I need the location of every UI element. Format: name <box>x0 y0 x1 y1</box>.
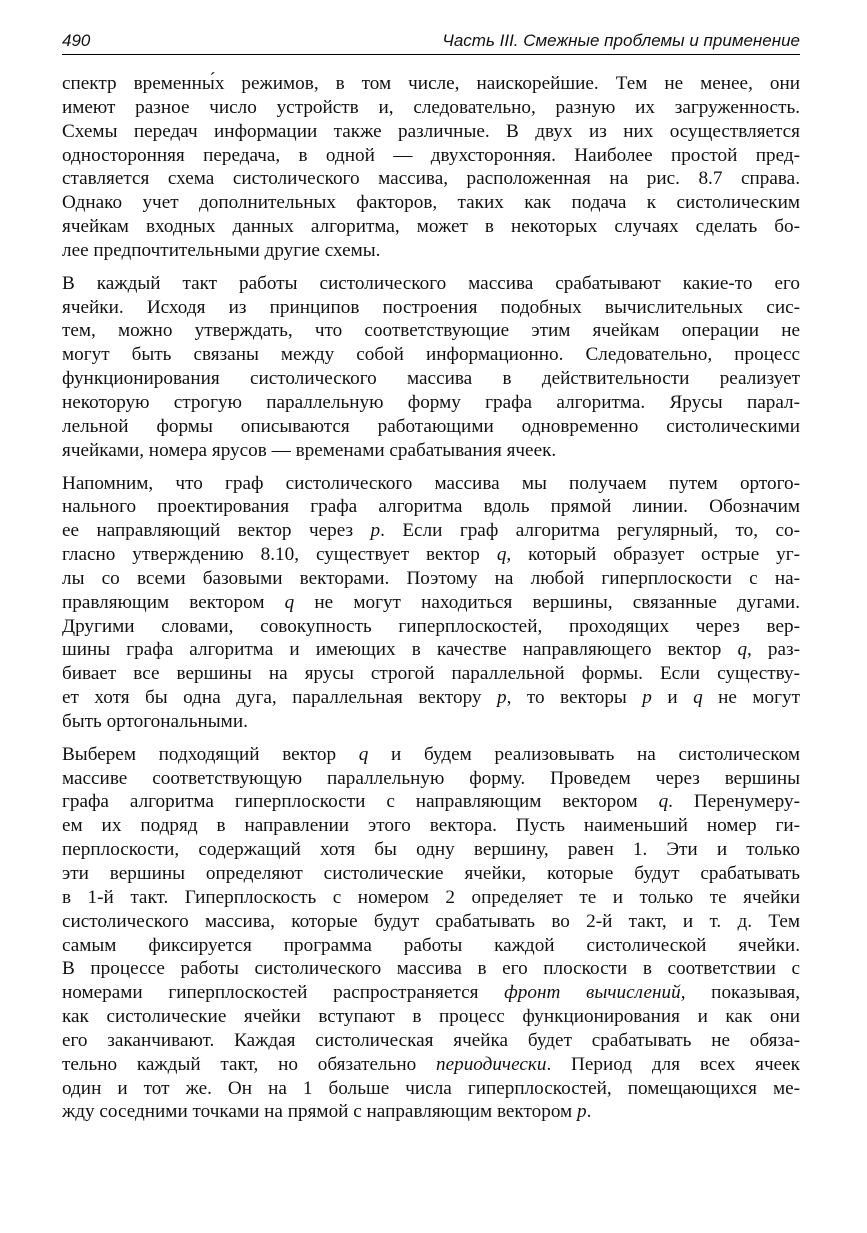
text-run: , показывая, <box>680 982 801 1004</box>
italic-term: q <box>693 687 703 709</box>
paragraph <box>62 743 800 1125</box>
text-line <box>62 72 800 96</box>
text-run: Напомним, что граф систолического массива мы получаем путем ортого- <box>62 472 800 494</box>
text-run: ячейки. Исходя из принципов построения подобных вычислительных сис- <box>62 296 800 318</box>
text-run: В процессе работы систолического массива в его плоскости в соответствии с <box>62 958 800 980</box>
text-run: не могут <box>702 687 800 709</box>
text-run: тем, можно утверждать, что соответствующие этим ячейкам операции не <box>62 320 800 342</box>
italic-term: p <box>497 687 507 709</box>
text-line <box>62 910 800 934</box>
text-run: ячейками, номера ярусов — временами срабатывания ячеек. <box>62 439 557 461</box>
text-line <box>62 638 800 662</box>
text-line <box>62 862 800 886</box>
text-line <box>62 838 800 862</box>
text-line <box>62 1100 800 1124</box>
chapter-title: Часть III. Смежные проблемы и применение <box>442 31 800 50</box>
text-run: спектр временны́х режимов, в том числе, наискорейшие. Тем не менее, они <box>62 73 800 94</box>
text-run: имеют разное число устройств и, следовательно, разную их загруженность. <box>62 96 800 118</box>
text-line <box>62 1029 800 1053</box>
text-run: нального проектирования графа алгоритма вдоль прямой линии. Обозначим <box>62 496 800 518</box>
text-run: как систолические ячейки вступают в процесс функционирования и как они <box>62 1006 800 1028</box>
text-run: ячейкам входных данных алгоритма, может в некоторых случаях сделать бо- <box>62 216 800 238</box>
text-line <box>62 391 800 415</box>
text-run: номерами гиперплоскостей распространяется <box>62 982 505 1004</box>
text-run: один и тот же. Он на 1 больше числа гиперплоскостей, помещающихся ме- <box>62 1077 800 1099</box>
text-run: гласно утверждению 8.10, существует вектор <box>62 544 497 566</box>
text-run: массиве соответствующую параллельную форму. Проведем через вершины <box>62 767 800 789</box>
text-line <box>62 710 800 734</box>
text-line <box>62 814 800 838</box>
text-run: лее предпочтительными другие схемы. <box>62 239 381 261</box>
body-text <box>62 72 800 1133</box>
text-run: бивает все вершины на ярусы строгой параллельной формы. Если существу- <box>62 663 800 685</box>
italic-term: q <box>284 591 295 613</box>
text-run: , то векторы <box>506 687 643 709</box>
text-line <box>62 215 800 239</box>
text-run: графа алгоритма гиперплоскости с направляющим вектором <box>62 791 659 813</box>
text-line <box>62 662 800 686</box>
text-line <box>62 519 800 543</box>
text-line <box>62 615 800 639</box>
italic-term: фронт вычислений <box>504 982 681 1004</box>
text-line <box>62 886 800 910</box>
text-run: . <box>586 1101 592 1123</box>
text-line <box>62 686 800 710</box>
text-run: некоторую строгую параллельную форму графа алгоритма. Ярусы парал- <box>62 391 800 413</box>
text-run: не могут находиться вершины, связанные дугами. <box>294 591 800 613</box>
text-run: . Период для всех ячеек <box>546 1053 800 1075</box>
text-line <box>62 957 800 981</box>
italic-term: периодически <box>435 1053 547 1075</box>
text-run: шины графа алгоритма и имеющих в качестве направляющего вектор <box>62 639 738 661</box>
text-run: ставляется схема систолического массива, расположенная на рис. 8.7 справа. <box>62 168 800 190</box>
text-line <box>62 981 800 1005</box>
text-run: Схемы передач информации также различные. В двух из них осуществляется <box>62 120 800 142</box>
text-line <box>62 96 800 120</box>
text-run: и <box>651 687 694 709</box>
text-run: Однако учет дополнительных факторов, таких как подача к систолическим <box>62 192 800 214</box>
text-line <box>62 296 800 320</box>
text-run: ет хотя бы одна дуга, параллельная вектору <box>62 687 497 709</box>
text-run: и будем реализовывать на систолическом <box>368 743 800 765</box>
text-run: самым фиксируется программа работы каждой систолической ячейки. <box>62 934 800 956</box>
text-line <box>62 543 800 567</box>
text-run: односторонняя передача, в одной — двухсторонняя. Наиболее простой пред- <box>62 144 800 166</box>
text-line <box>62 567 800 591</box>
text-run: , раз- <box>747 639 800 661</box>
text-line <box>62 790 800 814</box>
text-run: быть ортогональными. <box>62 710 248 732</box>
text-run: перплоскости, содержащий хотя бы одну вершину, равен 1. Эти и только <box>62 839 800 861</box>
text-run: систолического массива, которые будут срабатывать во 2-й такт, и т. д. Тем <box>62 910 800 932</box>
text-line <box>62 743 800 767</box>
text-run: В каждый такт работы систолического массива срабатывают какие-то его <box>62 272 800 294</box>
text-line <box>62 272 800 296</box>
text-run: ем их подряд в направлении этого вектора. Пусть наименьший номер ги- <box>62 815 800 837</box>
paragraph <box>62 272 800 463</box>
text-run: Другими словами, совокупность гиперплоскостей, проходящих через вер- <box>62 615 800 637</box>
italic-term: q <box>358 743 369 765</box>
text-line <box>62 472 800 496</box>
text-run: жду соседними точками на прямой с направляющим вектором <box>62 1101 577 1123</box>
text-run: тельно каждый такт, но обязательно <box>62 1053 436 1075</box>
text-run: правляющим вектором <box>62 591 285 613</box>
text-line <box>62 1077 800 1101</box>
text-run: . Если граф алгоритма регулярный, то, со- <box>380 520 800 542</box>
italic-term: p <box>577 1101 587 1123</box>
text-run: . Перенумеру- <box>668 791 800 813</box>
italic-term: p <box>642 687 652 709</box>
text-run: в 1-й такт. Гиперплоскость с номером 2 определяет те и только те ячейки <box>62 886 800 908</box>
italic-term: q <box>658 791 669 813</box>
running-header <box>62 28 800 55</box>
text-run: лы со всеми базовыми векторами. Поэтому на любой гиперплоскости с на- <box>62 567 800 589</box>
text-run: , который образует острые уг- <box>506 544 800 566</box>
text-run: ее направляющий вектор через <box>62 520 371 542</box>
italic-term: p <box>370 520 381 542</box>
text-line <box>62 167 800 191</box>
italic-term: q <box>737 639 748 661</box>
text-run: лельной формы описываются работающими одновременно систолическими <box>62 415 800 437</box>
text-line <box>62 144 800 168</box>
text-line <box>62 415 800 439</box>
text-run: эти вершины определяют систолические ячейки, которые будут срабатывать <box>62 863 800 884</box>
page-number: 490 <box>62 31 91 50</box>
text-line <box>62 495 800 519</box>
text-run: функционирования систолического массива в действительности реализует <box>62 368 800 390</box>
text-line <box>62 319 800 343</box>
text-run: могут быть связаны между собой информационно. Следовательно, процесс <box>62 344 800 366</box>
text-line <box>62 343 800 367</box>
text-line <box>62 120 800 144</box>
text-run: его заканчивают. Каждая систолическая ячейка будет срабатывать не обяза- <box>62 1029 800 1051</box>
text-line <box>62 591 800 615</box>
text-run: Выберем подходящий вектор <box>62 743 359 765</box>
text-line <box>62 239 800 263</box>
text-line <box>62 767 800 791</box>
paragraph <box>62 72 800 263</box>
text-line <box>62 1005 800 1029</box>
text-line <box>62 191 800 215</box>
text-line <box>62 1053 800 1077</box>
text-line <box>62 439 800 463</box>
italic-term: q <box>496 544 507 566</box>
paragraph <box>62 472 800 734</box>
text-line <box>62 367 800 391</box>
text-line <box>62 934 800 958</box>
